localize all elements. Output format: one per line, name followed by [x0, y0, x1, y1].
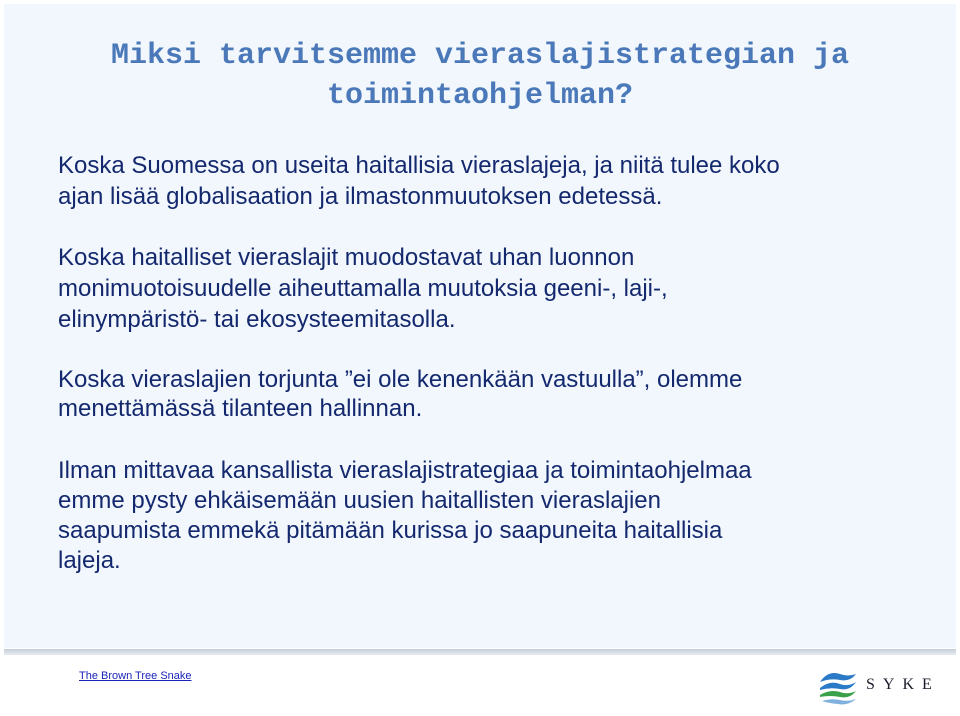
paragraph-line: Koska Suomessa on useita haitallisia vieraslajeja, ja niitä tulee koko — [58, 152, 780, 179]
paragraph-national-strategy — [58, 456, 938, 576]
paragraph-line: lajeja. — [58, 547, 121, 574]
slide-title-line: toimintaohjelman? — [326, 79, 634, 113]
paragraph-line: saapumista emmekä pitämään kurissa jo saapuneita haitallisia — [58, 517, 723, 544]
paragraph-line: emme pysty ehkäisemään uusien haitallisten vieraslajien — [58, 487, 661, 514]
syke-logo-text: SYKE — [866, 676, 940, 693]
paragraph-line: menettämässä tilanteen hallinnan. — [58, 395, 423, 422]
slide-title-line: Miksi tarvitsemme vieraslajistrategian ja — [110, 39, 850, 73]
brown-tree-snake-link[interactable]: The Brown Tree Snake — [79, 670, 192, 682]
paragraph-invasive-species-increase — [58, 150, 938, 212]
paragraph-line: elinympäristö- tai ekosysteemitasolla. — [58, 306, 456, 333]
paragraph-line: ajan lisää globalisaation ja ilmastonmuutoksen edetessä. — [58, 183, 663, 210]
slide-title — [30, 36, 930, 116]
paragraph-line: monimuotoisuudelle aiheuttamalla muutoksia geeni-, laji-, — [58, 275, 668, 302]
paragraph-line: Koska vieraslajien torjunta ”ei ole kenenkään vastuulla”, olemme — [58, 366, 743, 393]
paragraph-line: Koska haitalliset vieraslajit muodostavat uhan luonnon — [58, 244, 635, 271]
footer-divider — [4, 649, 956, 655]
paragraph-biodiversity-threat — [58, 242, 938, 335]
paragraph-no-responsibility — [58, 365, 938, 423]
paragraph-line: Ilman mittavaa kansallista vieraslajistrategiaa ja toimintaohjelmaa — [58, 457, 752, 484]
